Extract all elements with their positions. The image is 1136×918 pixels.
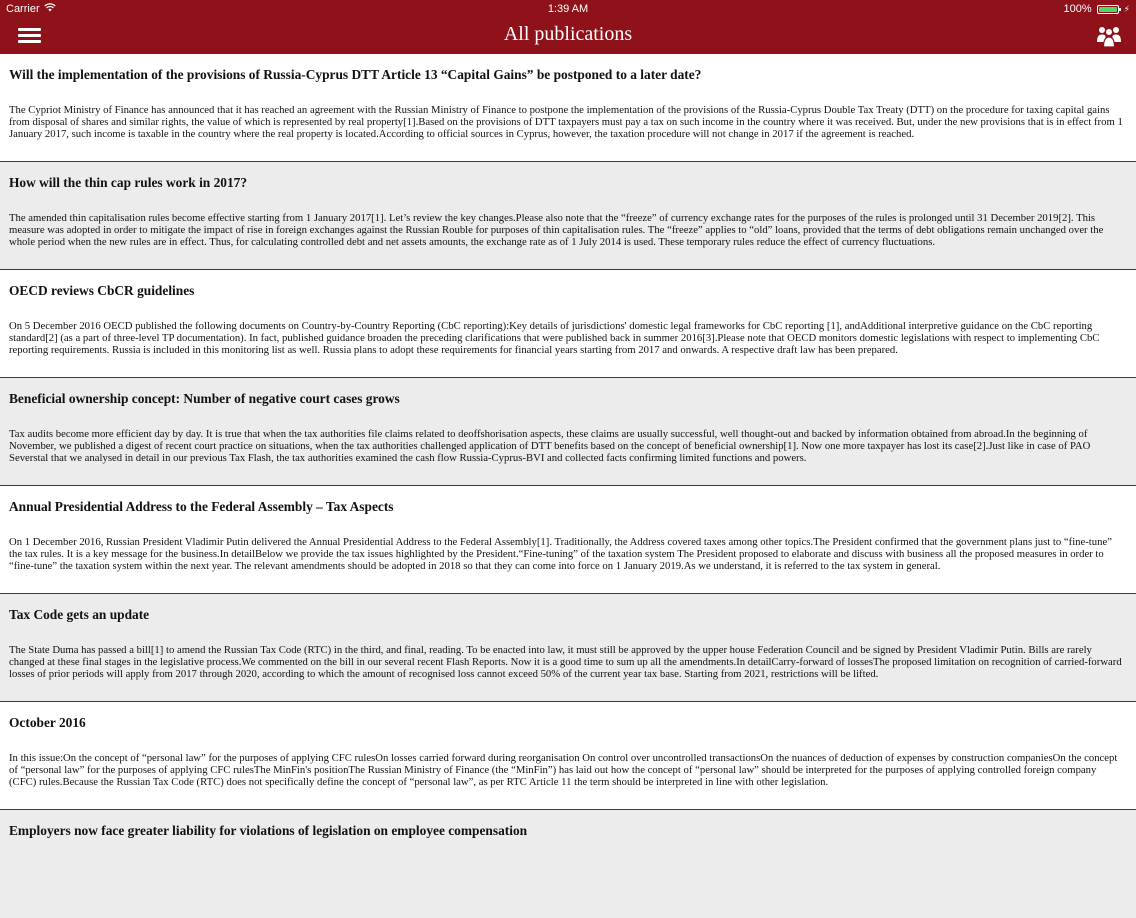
publication-title: How will the thin cap rules work in 2017? bbox=[9, 175, 248, 190]
battery-percent: 100% bbox=[1063, 3, 1092, 15]
list-item[interactable] bbox=[0, 486, 1136, 594]
publication-summary: The amended thin capitalisation rules become effective starting from 1 January 2017[1]. Let’s review the key changes.Please also note that the “freeze” of currency exchange rates for the purposes of the rules is prolonged until 31 December 2019[2]. This measure was adopted in order to mitigate the impact of rise in foreign exchanges against the Russian Rouble for purposes of thin capitalisation rules. The “freeze” applies to “old” loans, provided that the terms of debt obligations remain unchanged over the whole period when the new rules are in effect. Thus, for calculating controlled debt and net assets amounts, the exchange rate as of 1 July 2014 is used. These temporary rules reduce the effect of currency fluctuations. bbox=[9, 212, 1104, 249]
battery-fill bbox=[1099, 7, 1117, 12]
publication-summary: The Cypriot Ministry of Finance has announced that it has reached an agreement with the Russian Ministry of Finance to postpone the implementation of the provisions of the Russia-Cyprus Double Tax Treaty (DTT) on the procedure for taxing capital gains from disposal of shares and similar rights, the value of which is represented by real property[1].Based on the provisions of DTT taxpayers must pay a tax on such income in the country where it was received. But, under the new provisions that is in effect from 1 January 2017, such income is taxable in the country where the real property is located.According to official sources in Cyprus, however, the taxation procedure will not change in 2017 if the agreement is reached. bbox=[9, 104, 1123, 141]
publication-title: OECD reviews CbCR guidelines bbox=[9, 283, 195, 298]
list-item[interactable] bbox=[0, 270, 1136, 378]
list-item[interactable] bbox=[0, 54, 1136, 162]
list-item[interactable] bbox=[0, 810, 1136, 918]
publication-title: Annual Presidential Address to the Federal Assembly – Tax Aspects bbox=[9, 499, 394, 514]
list-item[interactable] bbox=[0, 162, 1136, 270]
list-item[interactable] bbox=[0, 378, 1136, 486]
status-bar bbox=[0, 0, 1136, 18]
status-time: 1:39 AM bbox=[547, 3, 589, 15]
carrier-label: Carrier bbox=[6, 3, 40, 15]
publication-title: Beneficial ownership concept: Number of negative court cases grows bbox=[9, 391, 400, 406]
publication-title: October 2016 bbox=[9, 715, 86, 730]
publication-summary bbox=[9, 860, 1136, 897]
publication-summary: Tax audits become more efficient day by day. It is true that when the tax authorities file claims related to deoffshorisation aspects, these claims are usually successful, well thought-out and backed by information obtained from abroad.In the beginning of November, we published a digest of recent court practice on situations, when the tax authorities challenged application of DTT benefits based on the concept of beneficial ownership[1]. Now one more taxpayer has lost its case[2].Just like in case of PAO Severstal that we analysed in detail in our previous Tax Flash, the tax authorities examined the cash flow Russia-Cyprus-BVI and collected facts confirming limited functions and powers. bbox=[9, 428, 1091, 465]
status-right bbox=[1064, 3, 1130, 15]
publication-summary: On 5 December 2016 OECD published the following documents on Country-by-Country Reporting (CbC reporting):Key details of jurisdictions' domestic legal frameworks for CbC reporting [1], andAdditional interpretive guidance on the CbC reporting standard[2] (as a part of three-level TP documentation). In fact, published guidance broaden the preceding clarifications that were published back in summer 2016[3].Please note that OECD monitors domestic legislations with respect to implementing CbC reporting requirements. Russia is included in this monitoring list as well. Russia plans to adopt these requirements for financial years starting from 2017 and onwards. A respective draft law has been prepared. bbox=[9, 320, 1100, 357]
publications-list bbox=[0, 54, 1136, 918]
publication-summary: The State Duma has passed a bill[1] to amend the Russian Tax Code (RTC) in the third, and final, reading. To be enacted into law, it must still be approved by the upper house Federation Council and be signed by President Vladimir Putin. Bills are rarely changed at these final stages in the legislative process.We commented on the bill in our several recent Flash Reports. Now it is a good time to sum up all the amendments.In detailCarry-forward of lossesThe proposed limitation on recognition of carried-forward losses of prior periods will apply from 2017 through 2020, according to which the amount of recognised loss cannot exceed 50% of the current year tax base. Starting from 2021, restrictions will be lifted. bbox=[9, 644, 1122, 681]
charging-bolt-icon: ⚡ bbox=[1123, 3, 1130, 14]
publication-summary: On 1 December 2016, Russian President Vladimir Putin delivered the Annual Presidential Address to the Federal Assembly[1]. Traditionally, the Address covered taxes among other topics.The President confirmed that the government plans just to “fine-tune” the tax rules. It is a key message for the business.In detailBelow we provide the tax issues highlighted by the President.“Fine-tuning” of the taxation system The President proposed to elaborate and discuss with business all the proposed measures in order to “fine-tune” the taxation system within the next year. The relevant amendments should be adopted in 2018 so that they can come into force on 1 January 2019.As we understand, it is referred to the tax system in general. bbox=[9, 536, 1112, 573]
list-item[interactable] bbox=[0, 594, 1136, 702]
page-title: All publications bbox=[503, 23, 633, 45]
publication-title: Employers now face greater liability for violations of legislation on employee compensation bbox=[9, 823, 528, 838]
publication-summary: In this issue:On the concept of “personal law” for the purposes of applying CFC rulesOn losses carried forward during reorganisation On control over uncontrolled transactionsOn the nuances of deduction of expenses by construction companiesOn the concept of “personal law” for the purposes of applying CFC rulesThe MinFin's positionThe Russian Ministry of Finance (the “MinFin”) has laid out how the concept of “personal law” should be interpreted for the purposes of applying controlled foreign company (CFC) rules.Because the Russian Tax Code (RTC) does not specifically define the concept of “personal law”, as per RTC Article 11 the term should be interpreted in line with other legislation. bbox=[9, 752, 1118, 789]
users-group-icon[interactable] bbox=[1096, 23, 1122, 49]
list-item[interactable] bbox=[0, 702, 1136, 810]
battery-icon bbox=[1097, 5, 1119, 14]
nav-bar bbox=[0, 18, 1136, 54]
publication-title: Tax Code gets an update bbox=[9, 607, 150, 622]
publication-title: Will the implementation of the provisions of Russia-Cyprus DTT Article 13 “Capital Gains” be postponed to a later date? bbox=[9, 67, 702, 82]
battery-tip bbox=[1119, 8, 1121, 11]
